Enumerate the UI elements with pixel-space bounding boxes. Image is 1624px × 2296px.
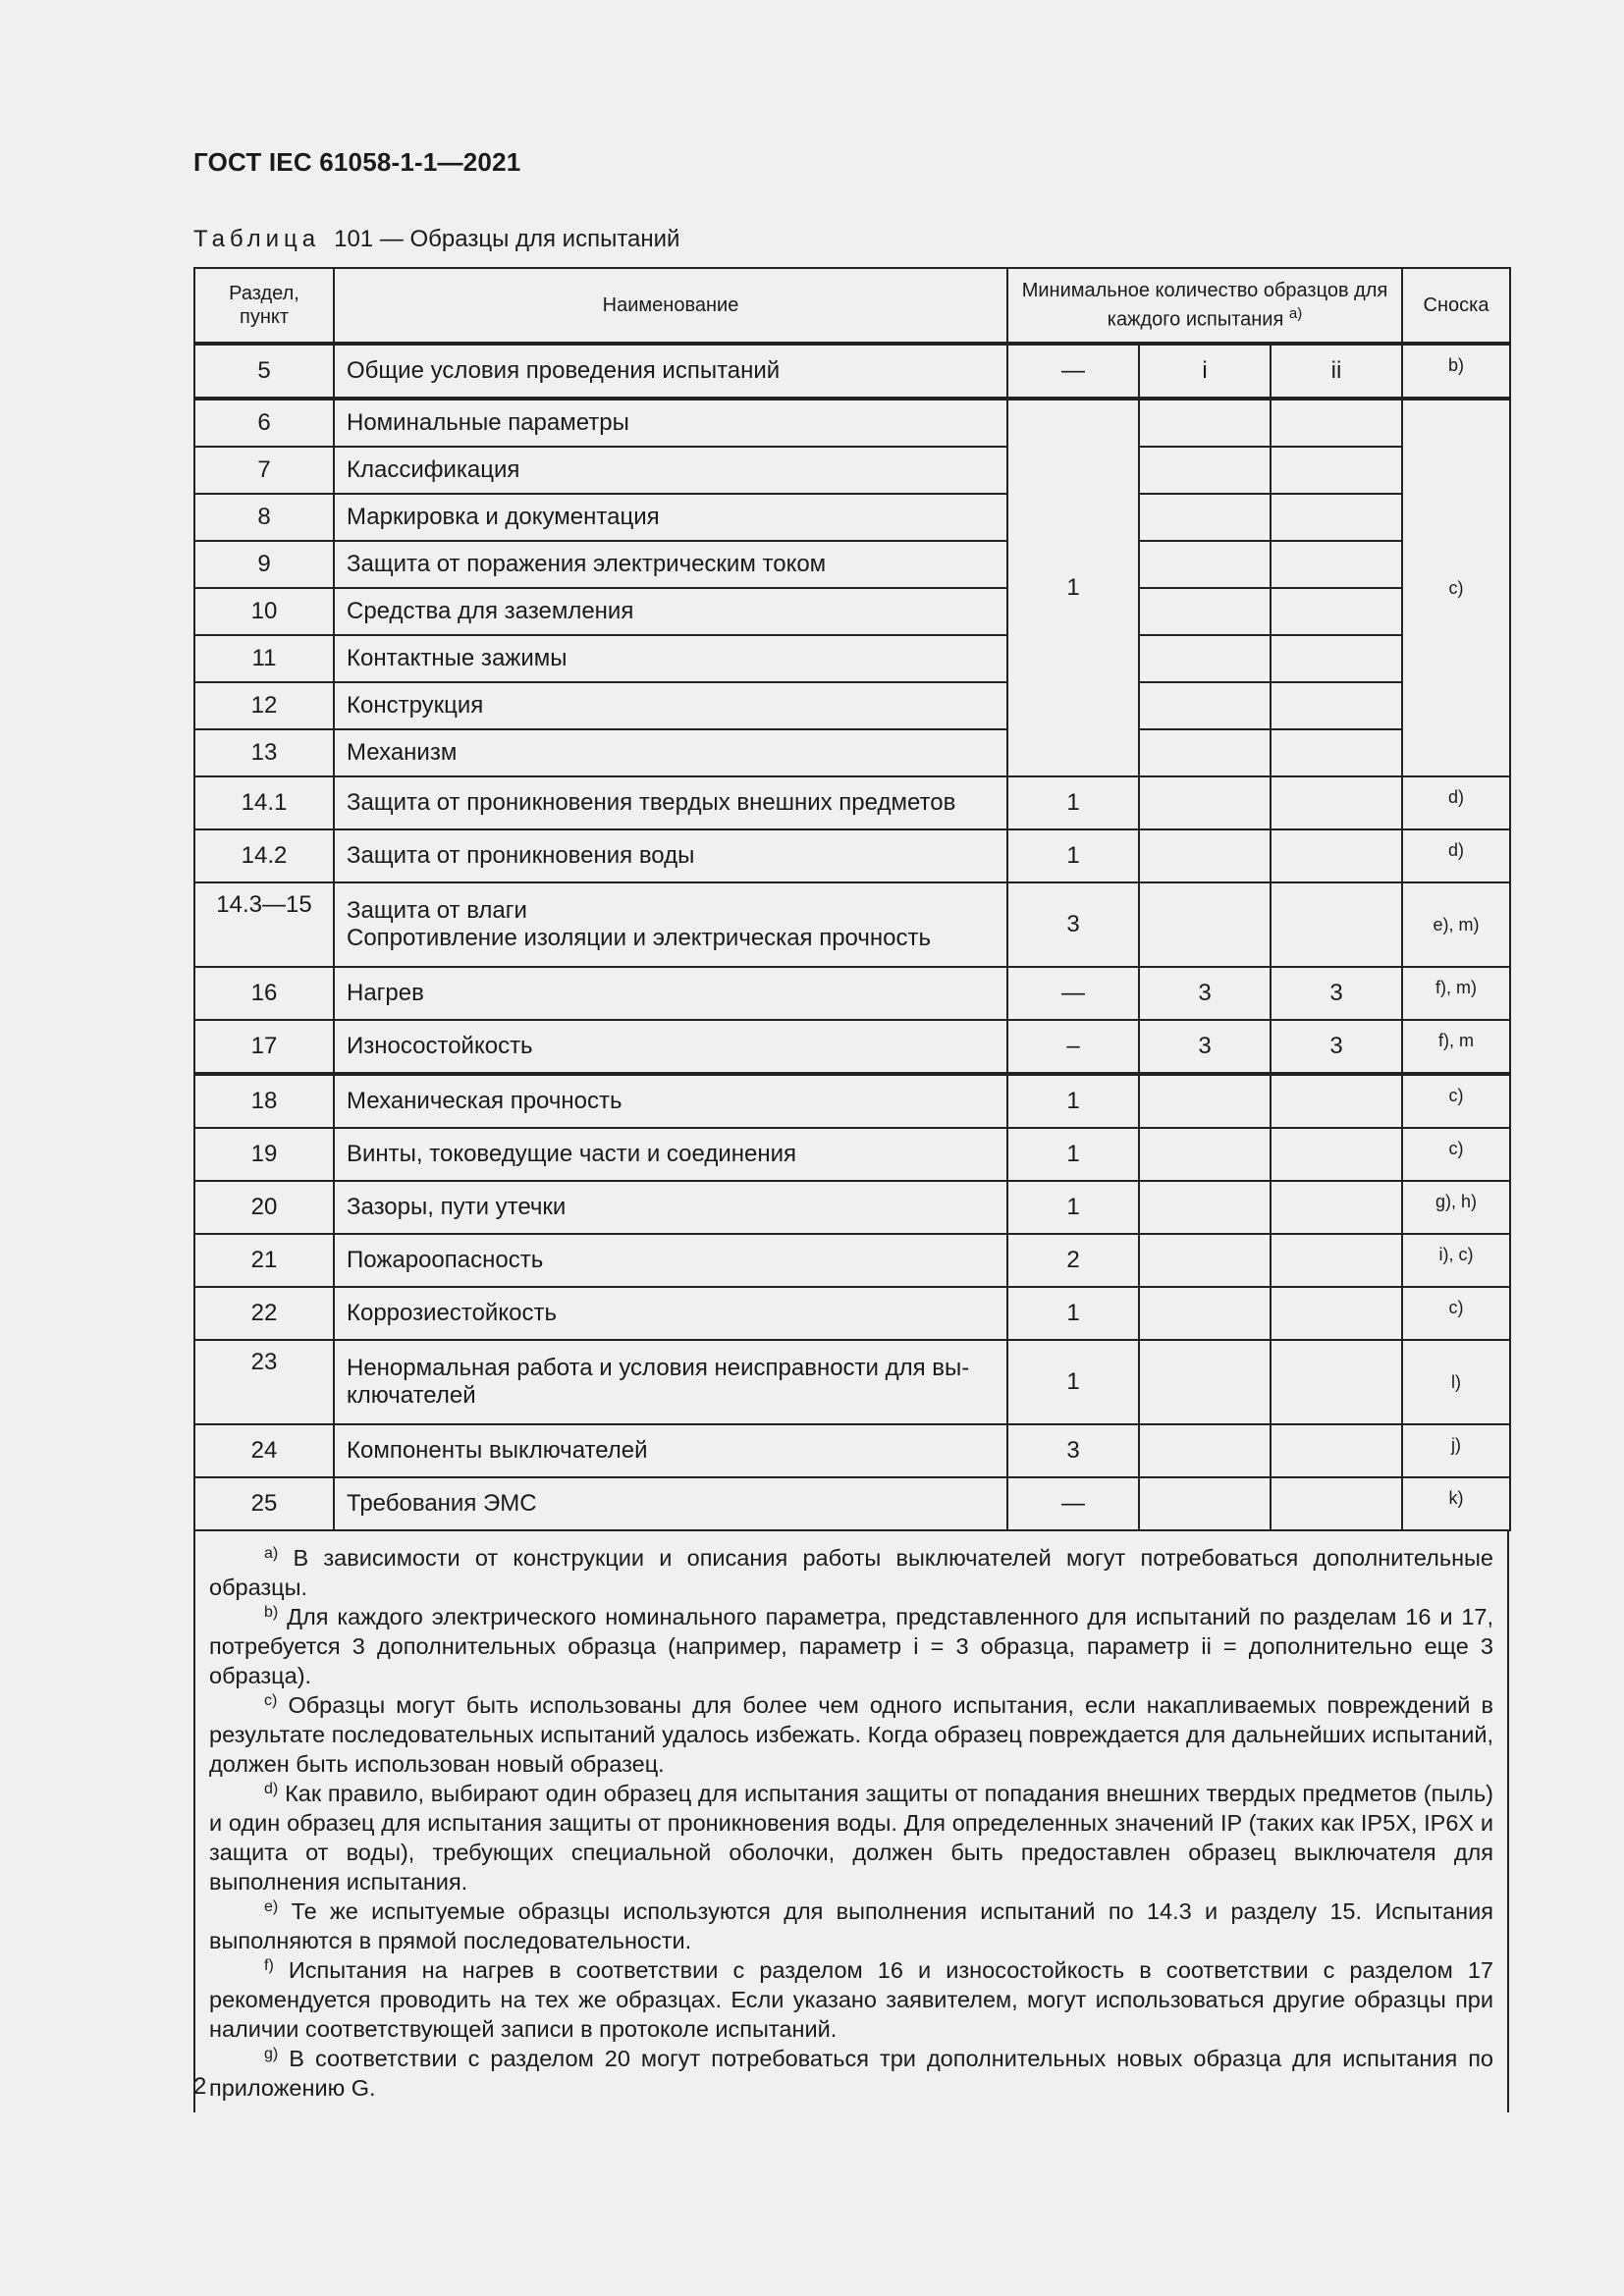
- row-name: Компоненты выключателей: [334, 1424, 1007, 1477]
- row-value-2: [1139, 1074, 1271, 1128]
- header-min-samples-note: a): [1288, 305, 1303, 323]
- row-section: 24: [194, 1424, 334, 1477]
- row-value-2: [1139, 541, 1271, 588]
- row-section: 23: [194, 1340, 334, 1424]
- row-value-2: [1139, 1181, 1271, 1234]
- footnote-g: [209, 2044, 1493, 2103]
- row-value-3: [1271, 399, 1402, 447]
- footnote-text: Испытания на нагрев в соответствии с разделом 16 и износостойкость в соответствии с разделом 17 рекомендуется проводить на тех же образцах. Если указано заявителем, могут использоваться другие образцы при наличии соответствующей записи в протоколе испытаний.: [209, 1957, 1493, 2042]
- row-value-2: [1139, 635, 1271, 682]
- footnote-mark: f): [264, 1957, 274, 1974]
- row-value-2: [1139, 1340, 1271, 1424]
- row-note: c): [1402, 1287, 1510, 1340]
- row-note: l): [1402, 1340, 1510, 1424]
- row-value-2: [1139, 1424, 1271, 1477]
- row-value-1: 3: [1007, 1424, 1139, 1477]
- footnote-e: [209, 1896, 1493, 1955]
- row-value-3: [1271, 494, 1402, 541]
- row-name-line-1: Защита от влаги: [347, 897, 527, 924]
- row-name: Конструкция: [334, 682, 1007, 729]
- table-row: [194, 1181, 1510, 1234]
- row-value-1: 1: [1007, 829, 1139, 882]
- row-note: e), m): [1402, 882, 1510, 967]
- row-value-3: [1271, 829, 1402, 882]
- row-value-1: —: [1007, 967, 1139, 1020]
- table-row: [194, 729, 1510, 776]
- row-value-3: [1271, 1181, 1402, 1234]
- table-row: [194, 1128, 1510, 1181]
- row-value-2: [1139, 588, 1271, 635]
- row-name: Номинальные параметры: [334, 399, 1007, 447]
- table-row: [194, 1340, 1510, 1424]
- table-row: [194, 1287, 1510, 1340]
- row-name: Механическая прочность: [334, 1074, 1007, 1128]
- row-section: 21: [194, 1234, 334, 1287]
- row-value-3: [1271, 729, 1402, 776]
- row-value-3: [1271, 1074, 1402, 1128]
- row-section: 16: [194, 967, 334, 1020]
- footnote-a: [209, 1543, 1493, 1602]
- footnote-c: [209, 1690, 1493, 1779]
- footnote-mark: d): [264, 1781, 279, 1797]
- row-name-line-1: Ненормальная работа и условия неисправности для вы-: [347, 1355, 970, 1381]
- row-value-2: [1139, 682, 1271, 729]
- footnote-f: [209, 1955, 1493, 2044]
- row-name: Требования ЭМС: [334, 1477, 1007, 1530]
- merged-group-note: c): [1402, 399, 1510, 776]
- row-value-2: [1139, 882, 1271, 967]
- row-name: [334, 1340, 1007, 1424]
- row-name-line-2: Сопротивление изоляции и электрическая прочность: [347, 925, 931, 951]
- row-section: 5: [194, 344, 334, 399]
- table-header-row: [194, 268, 1510, 344]
- table-row: [194, 1074, 1510, 1128]
- row-value-2: [1139, 829, 1271, 882]
- row-name-line-2: ключателей: [347, 1382, 476, 1409]
- row-section: 6: [194, 399, 334, 447]
- row-value-3: [1271, 1128, 1402, 1181]
- footnote-mark: a): [264, 1545, 279, 1562]
- row-section: 20: [194, 1181, 334, 1234]
- row-value-1: 1: [1007, 1128, 1139, 1181]
- row-name: Износостойкость: [334, 1020, 1007, 1074]
- row-note: g), h): [1402, 1181, 1510, 1234]
- row-value-3: 3: [1271, 1020, 1402, 1074]
- row-value-3: [1271, 541, 1402, 588]
- row-name: Средства для заземления: [334, 588, 1007, 635]
- row-name: Зазоры, пути утечки: [334, 1181, 1007, 1234]
- samples-table: [193, 267, 1511, 1531]
- footnote-text: Образцы могут быть использованы для более чем одного испытания, если накапливаемых повреждений в результате последовательных испытаний удалось избежать. Когда образец повреждается для дальнейших испытаний, должен быть использован новый образец.: [209, 1692, 1493, 1777]
- row-section: 14.1: [194, 776, 334, 829]
- row-name: Контактные зажимы: [334, 635, 1007, 682]
- merged-group-value: 1: [1007, 399, 1139, 776]
- row-value-1: –: [1007, 1020, 1139, 1074]
- row-value-3: [1271, 1340, 1402, 1424]
- row-note: i), c): [1402, 1234, 1510, 1287]
- table-row: [194, 588, 1510, 635]
- row-value-2: [1139, 399, 1271, 447]
- row-section: 7: [194, 447, 334, 494]
- row-value-3: [1271, 882, 1402, 967]
- table-caption: [193, 226, 679, 253]
- row-value-2: [1139, 1287, 1271, 1340]
- row-note: d): [1402, 829, 1510, 882]
- row-value-3: [1271, 1287, 1402, 1340]
- row-value-3: 3: [1271, 967, 1402, 1020]
- row-section: 19: [194, 1128, 334, 1181]
- row-value-2: [1139, 447, 1271, 494]
- row-note: k): [1402, 1477, 1510, 1530]
- row-value-3: [1271, 776, 1402, 829]
- row-value-3: [1271, 447, 1402, 494]
- row-section: 9: [194, 541, 334, 588]
- row-value-3: [1271, 1424, 1402, 1477]
- footnote-mark: b): [264, 1604, 279, 1621]
- row-section: 10: [194, 588, 334, 635]
- row-name: Винты, токоведущие части и соединения: [334, 1128, 1007, 1181]
- samples-table-wrap: [193, 267, 1509, 2112]
- footnote-d: [209, 1779, 1493, 1896]
- table-row: [194, 1477, 1510, 1530]
- row-name: Пожароопасность: [334, 1234, 1007, 1287]
- table-row: [194, 1020, 1510, 1074]
- table-row: [194, 494, 1510, 541]
- footnote-mark: e): [264, 1898, 279, 1915]
- row-value-3: [1271, 682, 1402, 729]
- table-caption-word: Таблица: [193, 226, 321, 252]
- row-section: 13: [194, 729, 334, 776]
- row-value-1: —: [1007, 344, 1139, 399]
- row-name: Нагрев: [334, 967, 1007, 1020]
- row-name: Общие условия проведения испытаний: [334, 344, 1007, 399]
- footnote-mark: c): [264, 1692, 278, 1709]
- table-row: [194, 882, 1510, 967]
- row-value-1: 1: [1007, 1340, 1139, 1424]
- table-row: [194, 1234, 1510, 1287]
- row-note: f), m: [1402, 1020, 1510, 1074]
- row-name: Защита от проникновения воды: [334, 829, 1007, 882]
- header-min-samples: Минимальное количество образцов для каждого испытания $^{a)}$: [1007, 268, 1402, 344]
- footnote-text: В зависимости от конструкции и описания работы выключателей могут потребоваться дополнительные образцы.: [209, 1545, 1494, 1600]
- row-section: 22: [194, 1287, 334, 1340]
- row-name: Классификация: [334, 447, 1007, 494]
- row-value-2: 3: [1139, 1020, 1271, 1074]
- row-name: Механизм: [334, 729, 1007, 776]
- row-section: 25: [194, 1477, 334, 1530]
- row-value-3: [1271, 635, 1402, 682]
- row-section: 8: [194, 494, 334, 541]
- row-section: 14.2: [194, 829, 334, 882]
- row-value-2: [1139, 729, 1271, 776]
- row-value-2: [1139, 1128, 1271, 1181]
- table-row: [194, 399, 1510, 447]
- row-value-3: ii: [1271, 344, 1402, 399]
- table-row: [194, 1424, 1510, 1477]
- footnote-text: В соответствии с разделом 20 могут потребоваться три дополнительных новых образца для испытания по приложению G.: [209, 2046, 1494, 2101]
- row-value-2: [1139, 776, 1271, 829]
- footnote-text: Для каждого электрического номинального параметра, представленного для испытаний по разделам 16 и 17, потребуется 3 дополнительных образца (например, параметр i = 3 образца, параметр ii = дополнительно еще 3 образца).: [209, 1604, 1493, 1688]
- page-number: 2: [193, 2073, 207, 2100]
- row-name: Коррозиестойкость: [334, 1287, 1007, 1340]
- row-value-1: 3: [1007, 882, 1139, 967]
- header-footnote: Сноска: [1402, 268, 1510, 344]
- footnote-text: Как правило, выбирают один образец для испытания защиты от попадания внешних твердых предметов (пыль) и один образец для испытания защиты от проникновения воды. Для определенных значений IP (таких как IP5X, IP6X и защита от воды), требующих специальной оболочки, должен быть предоставлен образец выключателя для выполнения испытания.: [209, 1781, 1494, 1895]
- row-value-3: [1271, 588, 1402, 635]
- header-section: Раздел, пункт: [194, 268, 334, 344]
- row-value-1: —: [1007, 1477, 1139, 1530]
- row-section: 14.3—15: [194, 882, 334, 967]
- row-note: c): [1402, 1128, 1510, 1181]
- row-value-1: 1: [1007, 776, 1139, 829]
- row-note: f), m): [1402, 967, 1510, 1020]
- row-name: Маркировка и документация: [334, 494, 1007, 541]
- row-value-2: i: [1139, 344, 1271, 399]
- row-section: 12: [194, 682, 334, 729]
- footnote-text: Те же испытуемые образцы используются для выполнения испытаний по 14.3 и разделу 15. Испытания выполняются в прямой последовательности.: [209, 1898, 1494, 1953]
- table-row: [194, 776, 1510, 829]
- table-caption-text: 101 — Образцы для испытаний: [334, 226, 680, 252]
- row-value-1: 2: [1007, 1234, 1139, 1287]
- row-value-3: [1271, 1234, 1402, 1287]
- row-section: 11: [194, 635, 334, 682]
- row-value-1: 1: [1007, 1181, 1139, 1234]
- table-row: [194, 967, 1510, 1020]
- table-row: [194, 635, 1510, 682]
- table-row: [194, 447, 1510, 494]
- footnote-b: [209, 1602, 1493, 1690]
- row-value-1: 1: [1007, 1074, 1139, 1128]
- row-value-2: [1139, 1477, 1271, 1530]
- row-name: Защита от поражения электрическим током: [334, 541, 1007, 588]
- row-note: b): [1402, 344, 1510, 399]
- row-value-1: 1: [1007, 1287, 1139, 1340]
- row-name: Защита от проникновения твердых внешних предметов: [334, 776, 1007, 829]
- row-section: 17: [194, 1020, 334, 1074]
- table-row: [194, 682, 1510, 729]
- table-row: [194, 829, 1510, 882]
- row-section: 18: [194, 1074, 334, 1128]
- row-note: d): [1402, 776, 1510, 829]
- standard-title: ГОСТ IEC 61058-1-1—2021: [193, 147, 521, 177]
- row-note: j): [1402, 1424, 1510, 1477]
- footnote-mark: g): [264, 2046, 279, 2062]
- row-note: c): [1402, 1074, 1510, 1128]
- row-value-3: [1271, 1477, 1402, 1530]
- header-name: Наименование: [334, 268, 1007, 344]
- table-row: [194, 541, 1510, 588]
- row-name: [334, 882, 1007, 967]
- row-value-2: [1139, 1234, 1271, 1287]
- row-value-2: [1139, 494, 1271, 541]
- table-footnotes: [193, 1531, 1509, 2112]
- row-value-2: 3: [1139, 967, 1271, 1020]
- table-row: [194, 344, 1510, 399]
